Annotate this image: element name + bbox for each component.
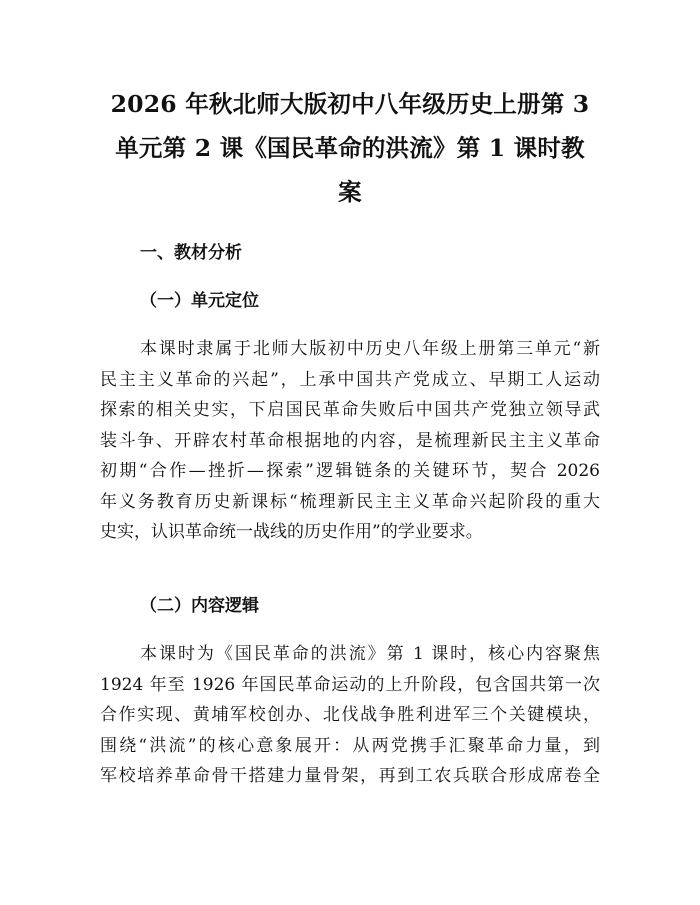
paragraph-line: 围绕“洪流”的核心意象展开：从两党携手汇聚革命力量，到 — [100, 735, 600, 756]
title-line: 2026 年秋北师大版初中八年级历史上册第 3 — [110, 90, 590, 118]
paragraph-line: 本课时为《国民革命的洪流》第 1 课时，核心内容聚焦 — [140, 644, 600, 664]
section-heading-teaching-material-analysis: 一、教材分析 — [140, 243, 242, 263]
subsection-heading-unit-positioning: （一）单元定位 — [140, 291, 259, 311]
paragraph-line: 装斗争、开辟农村革命根据地的内容，是梳理新民主主义革命 — [100, 430, 600, 451]
paragraph-line: 探索的相关史实，下启国民革命失败后中国共产党独立领导武 — [100, 400, 600, 420]
document-title — [95, 82, 605, 214]
title-line: 案 — [338, 178, 362, 206]
paragraph-line: 本课时隶属于北师大版初中历史八年级上册第三单元“新 — [140, 339, 600, 359]
paragraph-line: 史实，认识革命统一战线的历史作用”的学业要求。 — [100, 522, 483, 542]
paragraph-line: 军校培养革命骨干搭建力量骨架，再到工农兵联合形成席卷全 — [100, 766, 600, 786]
paragraph-line: 民主主义革命的兴起”，上承中国共产党成立、早期工人运动 — [100, 369, 600, 390]
title-line: 单元第 2 课《国民革命的洪流》第 1 课时教 — [115, 134, 585, 162]
paragraph-line: 初期“合作—挫折—探索”逻辑链条的关键环节，契合 2026 — [100, 461, 600, 481]
paragraph-line: 合作实现、黄埔军校创办、北伐战争胜利进军三个关键模块， — [100, 705, 600, 725]
paragraph-line: 年义务教育历史新课标“梳理新民主主义革命兴起阶段的重大 — [100, 491, 600, 512]
paragraph-unit-positioning — [100, 334, 600, 548]
paragraph-line: 1924 年至 1926 年国民革命运动的上升阶段，包含国共第一次 — [100, 674, 600, 695]
paragraph-content-logic — [100, 639, 600, 792]
subsection-heading-content-logic: （二）内容逻辑 — [140, 596, 259, 616]
